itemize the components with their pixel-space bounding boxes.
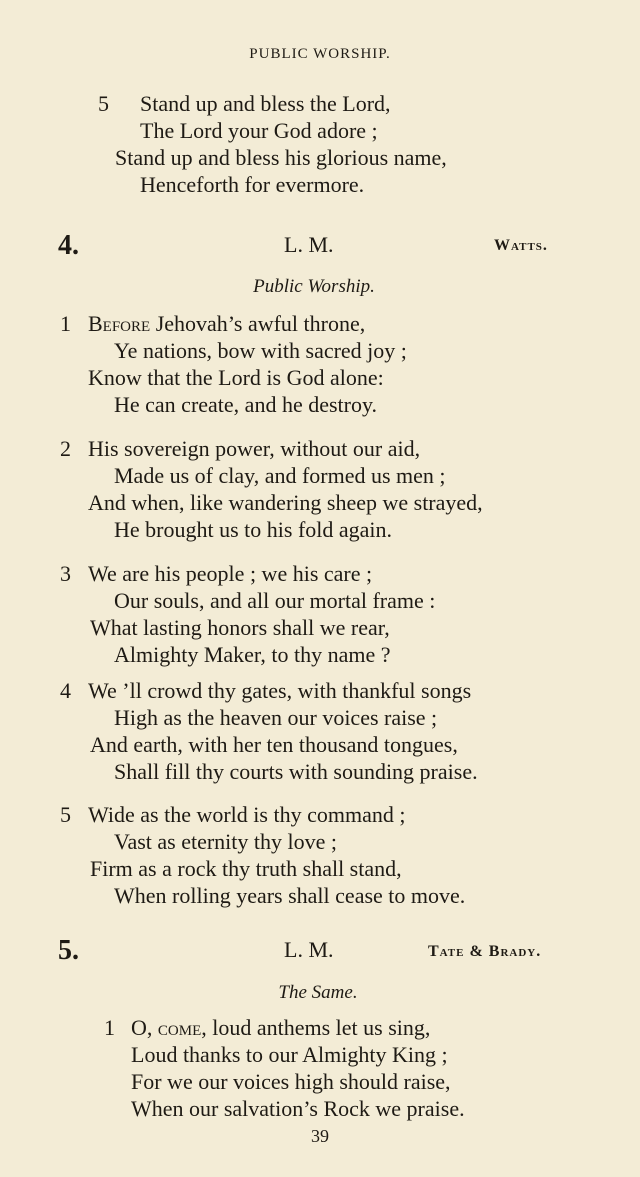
verse-line: When rolling years shall cease to move. [114, 883, 466, 908]
verse-line: Shall fill thy courts with sounding praise. [114, 759, 478, 784]
page-number: 39 [311, 1126, 329, 1146]
verse-line: And when, like wandering sheep we strayed, [88, 490, 483, 515]
verse-line: What lasting honors shall we rear, [90, 615, 390, 640]
verse-line [88, 311, 365, 337]
hymn-meter: L. M. [284, 937, 334, 962]
verse-line: When our salvation’s Rock we praise. [131, 1096, 465, 1121]
verse-number: 4 [60, 678, 71, 703]
verse-line: He can create, and he destroy. [114, 392, 378, 417]
hymn-number: 5. [58, 935, 79, 966]
verse-line: He brought us to his fold again. [114, 517, 393, 542]
hymn-meter: L. M. [284, 232, 334, 257]
hymn-subtitle: The Same. [278, 982, 358, 1003]
hymn-author: Tate & Brady. [428, 943, 542, 960]
verse-line-rest: loud anthems let us sing, [206, 1015, 431, 1040]
verse-line: Firm as a rock thy truth shall stand, [90, 856, 402, 881]
verse-line-rest: Jehovah’s awful throne, [150, 311, 366, 336]
verse-line: Vast as eternity thy love ; [114, 829, 338, 854]
hymn-author: Watts. [494, 237, 548, 254]
hymn-number: 4. [58, 230, 79, 261]
verse-number: 5 [98, 91, 109, 116]
verse-line: Our souls, and all our mortal frame : [114, 588, 436, 613]
verse-line: We are his people ; we his care ; [88, 561, 373, 586]
verse-line: Wide as the world is thy command ; [88, 802, 406, 827]
verse-line: Know that the Lord is God alone: [88, 365, 384, 390]
verse-number: 5 [60, 802, 71, 827]
verse-line [131, 1015, 430, 1041]
verse-line: Loud thanks to our Almighty King ; [131, 1042, 448, 1067]
verse-line: Stand up and bless his glorious name, [115, 145, 447, 170]
verse-number: 3 [60, 561, 71, 586]
verse-number: 1 [60, 311, 71, 336]
verse-line: The Lord your God adore ; [140, 118, 378, 143]
verse-line: For we our voices high should raise, [131, 1069, 451, 1094]
verse-line: Stand up and bless the Lord, [140, 91, 391, 116]
hymn-subtitle: Public Worship. [253, 276, 375, 297]
verse-line: Made us of clay, and formed us men ; [114, 463, 446, 488]
verse-line: We ’ll crowd thy gates, with thankful songs [88, 678, 472, 703]
verse-line: Ye nations, bow with sacred joy ; [114, 338, 407, 363]
verse-first-word: Before [88, 311, 151, 336]
verse-line: Almighty Maker, to thy name ? [114, 642, 391, 667]
running-header: PUBLIC WORSHIP. [249, 46, 391, 62]
verse-number: 1 [104, 1015, 115, 1040]
verse-line: High as the heaven our voices raise ; [114, 705, 438, 730]
verse-first-word: O, come, [131, 1015, 207, 1040]
verse-line: And earth, with her ten thousand tongues, [90, 732, 458, 757]
verse-line: Henceforth for evermore. [140, 172, 365, 197]
verse-line: His sovereign power, without our aid, [88, 436, 421, 461]
verse-number: 2 [60, 436, 71, 461]
